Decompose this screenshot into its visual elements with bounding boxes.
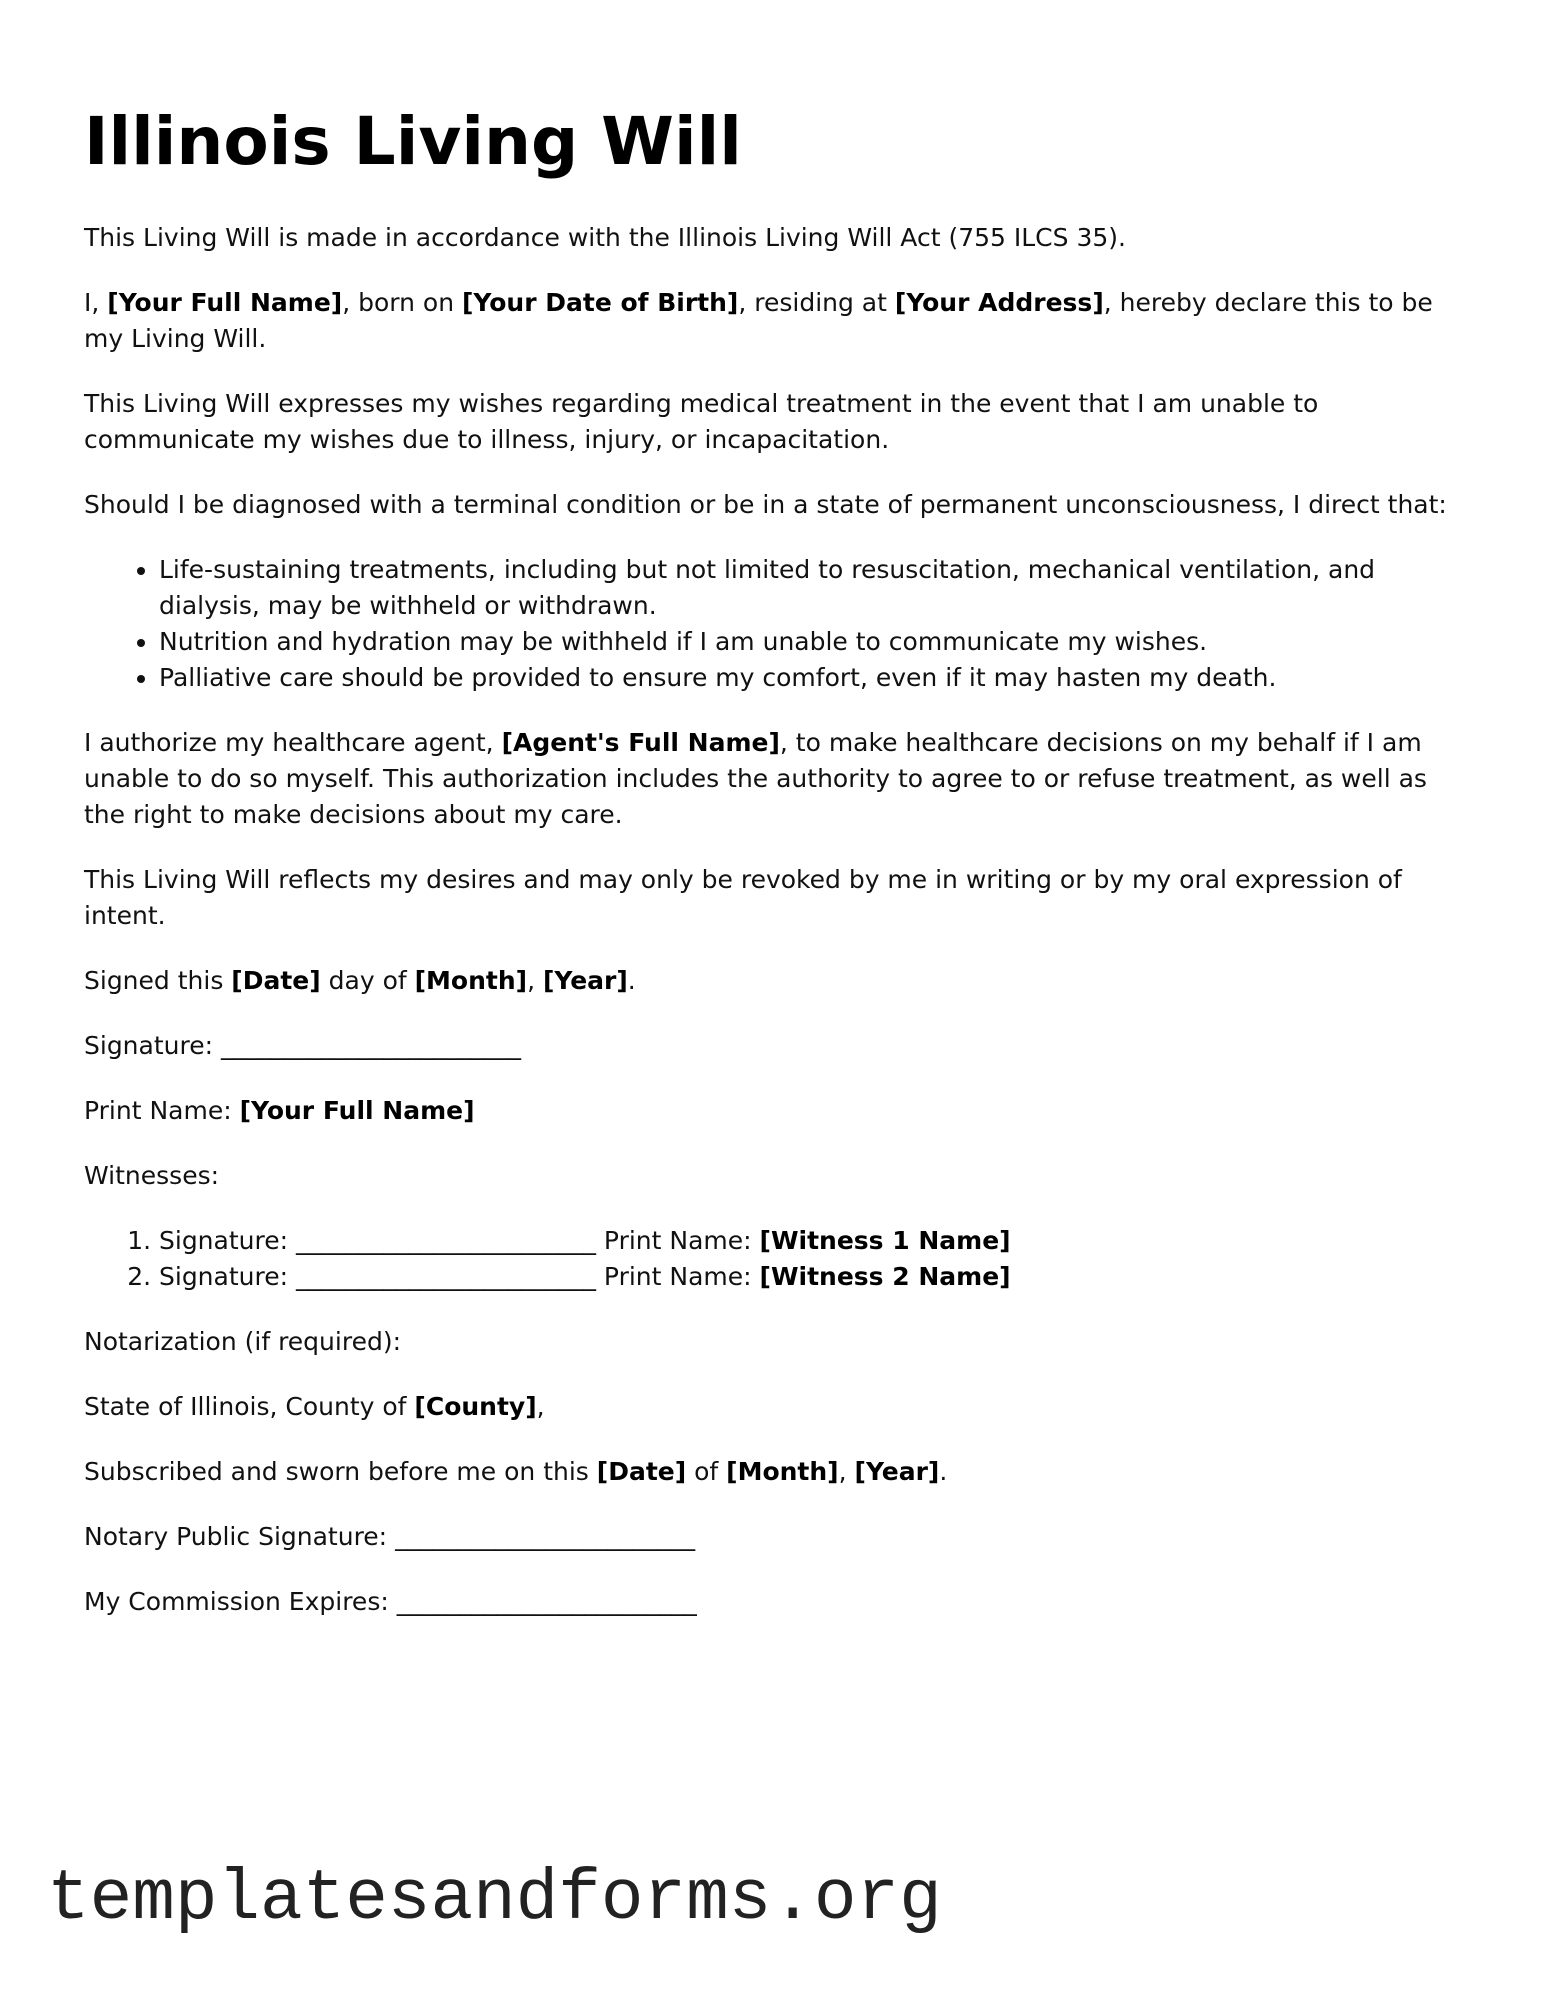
text: , residing at	[738, 288, 895, 317]
witness-signature-blank: ________________________	[295, 1226, 596, 1255]
month-placeholder: [Month]	[726, 1457, 839, 1486]
condition-paragraph: Should I be diagnosed with a terminal condition or be in a state of permanent unconsciousness, I direct that:	[84, 490, 1447, 519]
text: I authorize my healthcare agent,	[84, 728, 502, 757]
commission-blank: ________________________	[396, 1587, 697, 1616]
signature-line	[84, 1028, 1456, 1064]
witnesses-list	[84, 1223, 1456, 1295]
text: , to make healthcare decisions on my behalf if I am unable to do so myself. This authorization includes the authority to agree to or refuse treatment, as well as the right to make decisions about my care.	[84, 728, 1427, 829]
address-placeholder: [Your Address]	[894, 288, 1104, 317]
notary-signature-blank: ________________________	[395, 1522, 696, 1551]
agent-paragraph	[84, 725, 1456, 833]
text: day of	[320, 966, 415, 995]
text: .	[627, 966, 636, 995]
sworn-line	[84, 1454, 1456, 1490]
text: ,	[527, 966, 543, 995]
text: My Commission Expires:	[84, 1587, 397, 1616]
text: ,	[536, 1392, 545, 1421]
dob-placeholder: [Your Date of Birth]	[462, 288, 739, 317]
list-item: • Nutrition and hydration may be withheld if I am unable to communicate my wishes.	[159, 624, 1456, 660]
text: , hereby declare this to be my Living Will.	[84, 288, 1433, 353]
print-name-placeholder: [Your Full Name]	[239, 1096, 475, 1125]
wishes-paragraph: This Living Will expresses my wishes regarding medical treatment in the event that I am unable to communicate my wishes due to illness, injury, or incapacitation.	[84, 389, 1319, 454]
document	[84, 102, 1456, 1649]
text: State of Illinois, County of	[84, 1392, 415, 1421]
text: Notary Public Signature:	[84, 1522, 396, 1551]
date-placeholder: [Date]	[596, 1457, 687, 1486]
signature-blank: ________________________	[220, 1031, 521, 1060]
commission-expires-line	[84, 1584, 1456, 1620]
signed-date-line	[84, 963, 1456, 999]
witness-name-placeholder: [Witness 1 Name]	[759, 1226, 1011, 1255]
signature-label: Signature:	[84, 1031, 221, 1060]
watermark: templatesandforms.org	[47, 1860, 942, 1940]
text: Subscribed and sworn before me on this	[84, 1457, 597, 1486]
county-placeholder: [County]	[414, 1392, 537, 1421]
list-item: • Palliative care should be provided to ensure my comfort, even if it may hasten my death.	[159, 660, 1456, 696]
text: Signature:	[159, 1262, 296, 1291]
revocation-paragraph: This Living Will reflects my desires and may only be revoked by me in writing or by my oral expression of intent.	[84, 865, 1402, 930]
list-item: • Life-sustaining treatments, including but not limited to resuscitation, mechanical ventilation, and dialysis, may be withheld or withdrawn.	[159, 552, 1456, 624]
date-placeholder: [Date]	[231, 966, 321, 995]
witness-row	[159, 1223, 1456, 1259]
month-placeholder: [Month]	[414, 966, 528, 995]
year-placeholder: [Year]	[854, 1457, 940, 1486]
full-name-placeholder: [Your Full Name]	[107, 288, 343, 317]
text: Print Name:	[595, 1262, 760, 1291]
notarization-label: Notarization (if required):	[84, 1327, 401, 1356]
notary-signature-line	[84, 1519, 1456, 1555]
page-title: Illinois Living Will	[84, 103, 742, 180]
text: Signed this	[84, 966, 232, 995]
witness-name-placeholder: [Witness 2 Name]	[759, 1262, 1011, 1291]
directives-list	[84, 552, 1456, 696]
year-placeholder: [Year]	[542, 966, 628, 995]
text: , born on	[342, 288, 462, 317]
agent-name-placeholder: [Agent's Full Name]	[501, 728, 780, 757]
text: ,	[838, 1457, 855, 1486]
witness-row	[159, 1259, 1456, 1295]
witness-signature-blank: ________________________	[295, 1262, 596, 1291]
text: I,	[84, 288, 108, 317]
intro-paragraph: This Living Will is made in accordance with the Illinois Living Will Act (755 ILCS 35).	[84, 223, 1126, 252]
print-name-line	[84, 1093, 1456, 1129]
text: Print Name:	[595, 1226, 760, 1255]
text: .	[939, 1457, 948, 1486]
witnesses-label: Witnesses:	[84, 1161, 220, 1190]
state-county-line	[84, 1389, 1456, 1425]
declaration-paragraph	[84, 285, 1456, 357]
print-name-label: Print Name:	[84, 1096, 240, 1125]
text: Signature:	[159, 1226, 296, 1255]
text: of	[686, 1457, 727, 1486]
